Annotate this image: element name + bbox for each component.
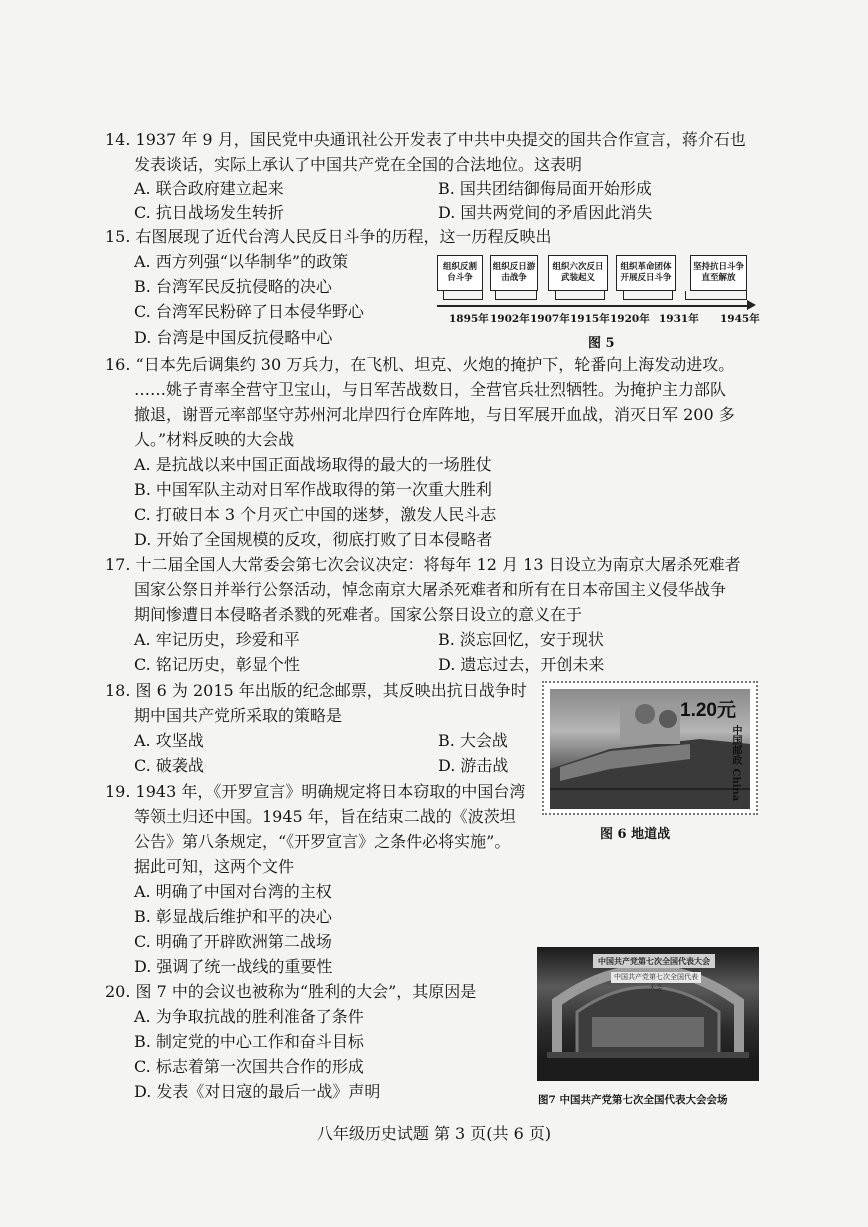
q17-option-d: D. 遗忘过去，开创未来: [438, 655, 605, 674]
q17-stem-line-1: 17. 十二届全国人大常委会第七次会议决定：将每年 12 月 13 日设立为南京大屠杀死难者: [105, 555, 741, 574]
q15-stem: 15. 右图展现了近代台湾人民反日斗争的历程，这一历程反映出: [105, 227, 552, 246]
q15-option-c: C. 台湾军民粉碎了日本侵华野心: [134, 302, 364, 321]
timeline-box-3: 组织六次反日武装起义: [548, 255, 608, 291]
taiwan-struggle-timeline: [437, 252, 762, 327]
timeline-box-1: 组织反割台斗争: [437, 255, 483, 291]
q19-stem-line-4: 据此可知，这两个文件: [134, 857, 295, 876]
q17-stem-line-3: 期间惨遭日本侵略者杀戮的死难者。国家公祭日设立的意义在于: [134, 605, 583, 624]
timeline-brace: [443, 291, 483, 300]
q17-stem-line-2: 国家公祭日并举行公祭活动，悼念南京大屠杀死难者和所有在日本帝国主义侵华战争: [134, 580, 727, 599]
q16-stem-line-4: 人。”材料反映的大会战: [134, 430, 295, 449]
timeline-brace: [555, 291, 605, 300]
q16-stem-line-1: 16. “日本先后调集约 30 万兵力，在飞机、坦克、火炮的掩护下，轮番向上海发动进攻。: [105, 355, 735, 374]
figure-6-caption: 图 6 地道战: [600, 827, 671, 842]
q18-stem-line-1: 18. 图 6 为 2015 年出版的纪念邮票，其反映出抗日战争时: [105, 681, 527, 700]
q16-stem-line-3: 撤退，谢晋元率部坚守苏州河北岸四行仓库阵地，与日军展开血战，消灭日军 200 多: [134, 405, 735, 424]
timeline-year: 1920年: [610, 313, 650, 325]
q18-stem-line-2: 期中国共产党所采取的策略是: [134, 706, 343, 725]
timeline-year: 1915年: [570, 313, 610, 325]
timeline-year: 1902年: [490, 313, 530, 325]
stamp-country: 中国邮政 China: [730, 725, 741, 802]
q19-option-b: B. 彰显战后维护和平的决心: [134, 907, 332, 926]
congress-banner: 中国共产党第七次全国代表大会: [593, 954, 715, 968]
figure-5-caption: 图 5: [588, 336, 615, 351]
q16-option-c: C. 打破日本 3 个月灭亡中国的迷梦，激发人民斗志: [134, 505, 497, 524]
q16-option-d: D. 开始了全国规模的反攻，彻底打败了日本侵略者: [134, 530, 493, 549]
timeline-year: 1945年: [720, 313, 760, 325]
q14-option-b: B. 国共团结御侮局面开始形成: [438, 179, 652, 198]
q20-option-c: C. 标志着第一次国共合作的形成: [134, 1057, 364, 1076]
q17-option-a: A. 牢记历史，珍爱和平: [134, 630, 300, 649]
q19-stem-line-2: 等领土归还中国。1945 年，旨在结束二战的《波茨坦: [134, 807, 516, 826]
seventh-congress-photo: [537, 947, 759, 1081]
timeline-box-2: 组织反日游击战争: [490, 255, 538, 291]
q18-option-c: C. 破袭战: [134, 756, 204, 775]
q14-option-a: A. 联合政府建立起来: [134, 179, 284, 198]
q16-option-b: B. 中国军队主动对日军作战取得的第一次重大胜利: [134, 480, 492, 499]
q18-option-a: A. 攻坚战: [134, 731, 204, 750]
timeline-axis: [437, 305, 749, 307]
q18-option-d: D. 游击战: [438, 756, 509, 775]
figure-7-caption: 图7 中国共产党第七次全国代表大会会场: [538, 1094, 728, 1106]
q20-stem: 20. 图 7 中的会议也被称为“胜利的大会”，其原因是: [105, 982, 477, 1001]
timeline-box-5: 坚持抗日斗争直至解放: [690, 255, 747, 291]
q20-option-b: B. 制定党的中心工作和奋斗目标: [134, 1032, 364, 1051]
q18-option-b: B. 大会战: [438, 731, 508, 750]
q17-option-b: B. 淡忘回忆，安于现状: [438, 630, 604, 649]
q16-option-a: A. 是抗战以来中国正面战场取得的最大的一场胜仗: [134, 455, 492, 474]
timeline-year: 1931年: [659, 313, 699, 325]
timeline-year: 1895年: [449, 313, 489, 325]
congress-sub-banner: 中国共产党第七次全国代表大会: [611, 972, 701, 983]
timeline-arrow-icon: [747, 300, 756, 310]
q20-option-a: A. 为争取抗战的胜利准备了条件: [134, 1007, 364, 1026]
q20-option-d: D. 发表《对日寇的最后一战》声明: [134, 1082, 381, 1101]
timeline-year: 1907年: [530, 313, 570, 325]
q19-stem-line-1: 19. 1943 年，《开罗宣言》明确规定将日本窃取的中国台湾: [105, 782, 526, 801]
commemorative-stamp-image: [542, 681, 758, 815]
q19-option-d: D. 强调了统一战线的重要性: [134, 957, 333, 976]
timeline-brace: [685, 291, 747, 300]
q16-stem-line-2: ……姚子青率全营守卫宝山，与日军苦战数日，全营官兵壮烈牺牲。为掩护主力部队: [134, 380, 727, 399]
q15-option-a: A. 西方列强“以华制华”的政策: [134, 252, 349, 271]
q14-stem-line-1: 14. 1937 年 9 月，国民党中央通讯社公开发表了中共中央提交的国共合作宣言，蒋介石也: [105, 130, 746, 149]
timeline-brace: [495, 291, 537, 300]
q19-option-a: A. 明确了中国对台湾的主权: [134, 882, 332, 901]
page-footer: 八年级历史试题 第 3 页(共 6 页): [316, 1124, 552, 1143]
q15-option-b: B. 台湾军民反抗侵略的决心: [134, 277, 332, 296]
q14-option-c: C. 抗日战场发生转折: [134, 203, 284, 222]
timeline-brace: [623, 291, 673, 300]
stamp-price: 1.20元: [680, 700, 736, 721]
timeline-box-4: 组织革命团体开展反日斗争: [616, 255, 676, 291]
q19-stem-line-3: 公告》第八条规定，“《开罗宣言》之条件必将实施”。: [134, 832, 511, 851]
q15-option-d: D. 台湾是中国反抗侵略中心: [134, 328, 333, 347]
q14-stem-line-2: 发表谈话，实际上承认了中国共产党在全国的合法地位。这表明: [134, 155, 583, 174]
q19-option-c: C. 明确了开辟欧洲第二战场: [134, 932, 332, 951]
stamp-artwork: [550, 689, 750, 809]
q17-option-c: C. 铭记历史，彰显个性: [134, 655, 300, 674]
q14-option-d: D. 国共两党间的矛盾因此消失: [438, 203, 653, 222]
